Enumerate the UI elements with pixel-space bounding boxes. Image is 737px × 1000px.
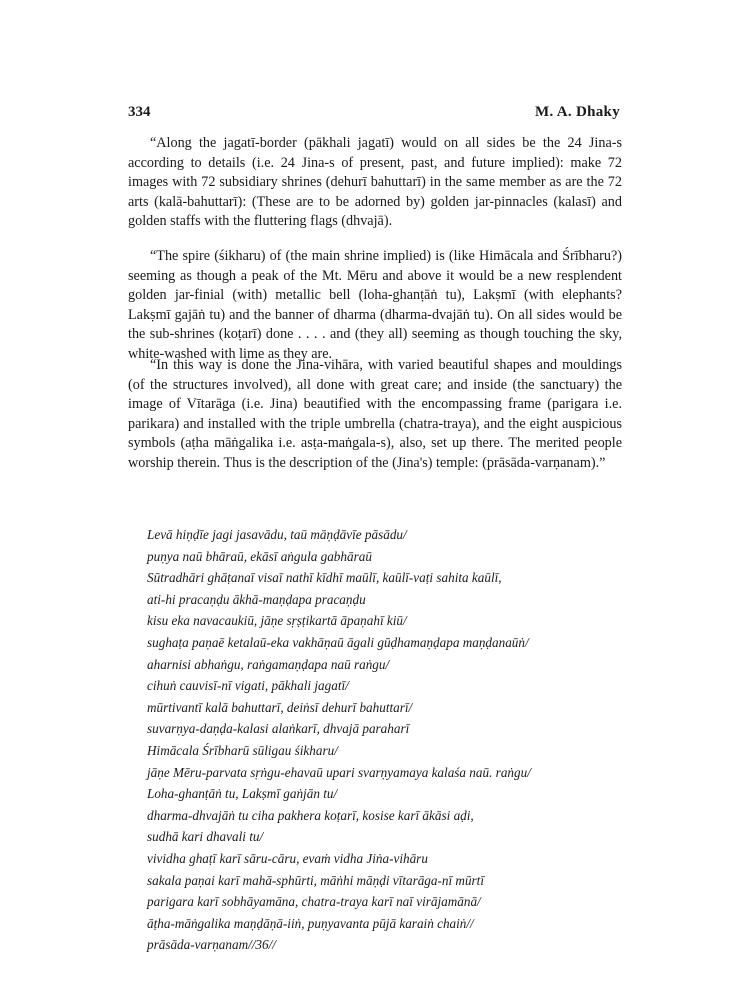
verse-line: sughaṭa paṇaē ketalaū-eka vakhāṇaū āgali gūḍhamaṇḍapa maṇḍanaūṅ/ xyxy=(147,634,529,650)
paragraph-spire: “The spire (śikharu) of (the main shrine implied) is (like Himācala and Śrībharu?) seeming as though a peak of the Mt. Mēru and above it would be a new resplendent golden jar-finial (with) metallic bell (loha-ghanṭāṅ tu), Lakṣmī (with elephants? Lakṣmī gajāṅ tu) and the banner of dharma (dharma-dvajāṅ tu). On all sides would be the sub-shrines (koṭarī) done . . . . and (they all) seeming as though touching the sky, white-washed with lime as they are. xyxy=(128,248,622,362)
paragraph-jagati-border: “Along the jagatī-border (pākhali jagatī) would on all sides be the 24 Jina-s according to details (i.e. 24 Jina-s of present, past, and future implied): make 72 images with 72 subsidiary shrines (dehurī bahuttarī) in the same member as are the 72 arts (kalā-bahuttarī): (These are to be adorned by) golden jar-pinnacles (kalasī) and golden staffs with the fluttering flags (dhvajā). xyxy=(128,135,622,230)
verse-line: jāṇe Mēru-parvata sṛṅgu-ehavaū upari svarṇyamaya kalaśa naū. raṅgu/ xyxy=(147,764,531,780)
verse-block xyxy=(147,524,617,956)
verse-line: ati-hi pracaṇḍu ākhā-maṇḍapa pracaṇḍu xyxy=(147,591,366,607)
verse-line: sudhā kari dhavali tu/ xyxy=(147,829,264,845)
verse-line: Levā hiṇḍīe jagi jasavādu, taū māṇḍāvīe pāsādu/ xyxy=(147,527,407,542)
verse-line: vividha ghaṭī karī sāru-cāru, evaṁ vidha Jiṅa-vihāru xyxy=(147,850,428,866)
verse-line: cihuṅ cauvisī-nī vigati, pākhali jagatī/ xyxy=(147,678,349,694)
verse-line: Loha-ghanṭāṅ tu, Lakṣmī gaṅjān tu/ xyxy=(147,786,338,802)
verse-line: mūrtivantī kalā bahuttarī, deiṅsī dehurī bahuttarī/ xyxy=(147,699,413,715)
running-head-author: M. A. Dhaky xyxy=(535,104,620,120)
verse-line: sakala paṇai karī mahā-sphūrti, māṅhi māṇḍi vītarāga-nī mūrtī xyxy=(147,872,485,888)
page-number: 334 xyxy=(128,104,151,120)
page-header xyxy=(128,104,620,124)
verse-line: aharnisi abhaṅgu, raṅgamaṇḍapa naū raṅgu/ xyxy=(147,656,390,672)
verse-line: parigara karī sobhāyamāna, chatra-traya karī naī virājamānā/ xyxy=(147,894,481,910)
paragraph-jina-vihara: “In this way is done the Jina-vihāra, with varied beautiful shapes and mouldings (of the structures involved), all done with great care; and inside (the sanctuary) the image of Vītarāga (i.e. Jina) beautified with the encompassing frame (parigara i.e. parikara) and installed with the triple umbrella (chatra-traya), and the eight auspicious symbols (aṭha māṅgalika i.e. asṭa-maṅgala-s), also, set up there. The merited people worship therein. Thus is the description of the (Jina's) temple: (prāsāda-varṇanam).” xyxy=(128,357,622,471)
verse-line: suvarṇya-daṇḍa-kalasi alaṅkarī, dhvajā paraharī xyxy=(147,721,410,737)
verse-line: Himācala Śrībharū sūligau śikharu/ xyxy=(147,742,338,758)
verse-line: āṭha-māṅgalika maṇḍāṇā-iiṅ, puṇyavanta pūjā karaiṅ chaiṅ// xyxy=(147,915,474,931)
verse-line: puṇya naū bhāraū, ekāsī aṅgula gabhāraū xyxy=(147,548,372,564)
verse-line: kisu eka navacaukiū, jāṇe sṛṣṭikartā āpaṇahī kiū/ xyxy=(147,613,407,629)
verse-line: Sūtradhāri ghāṭanaī visaī nathī kīdhī maūlī, kaūlī-vaṭi sahita kaūlī, xyxy=(147,570,502,586)
verse-line: dharma-dhvajāṅ tu ciha pakhera koṭarī, kosise karī ākāsi aḍi, xyxy=(147,807,474,823)
verse-line: prāsāda-varṇanam//36// xyxy=(147,937,276,953)
